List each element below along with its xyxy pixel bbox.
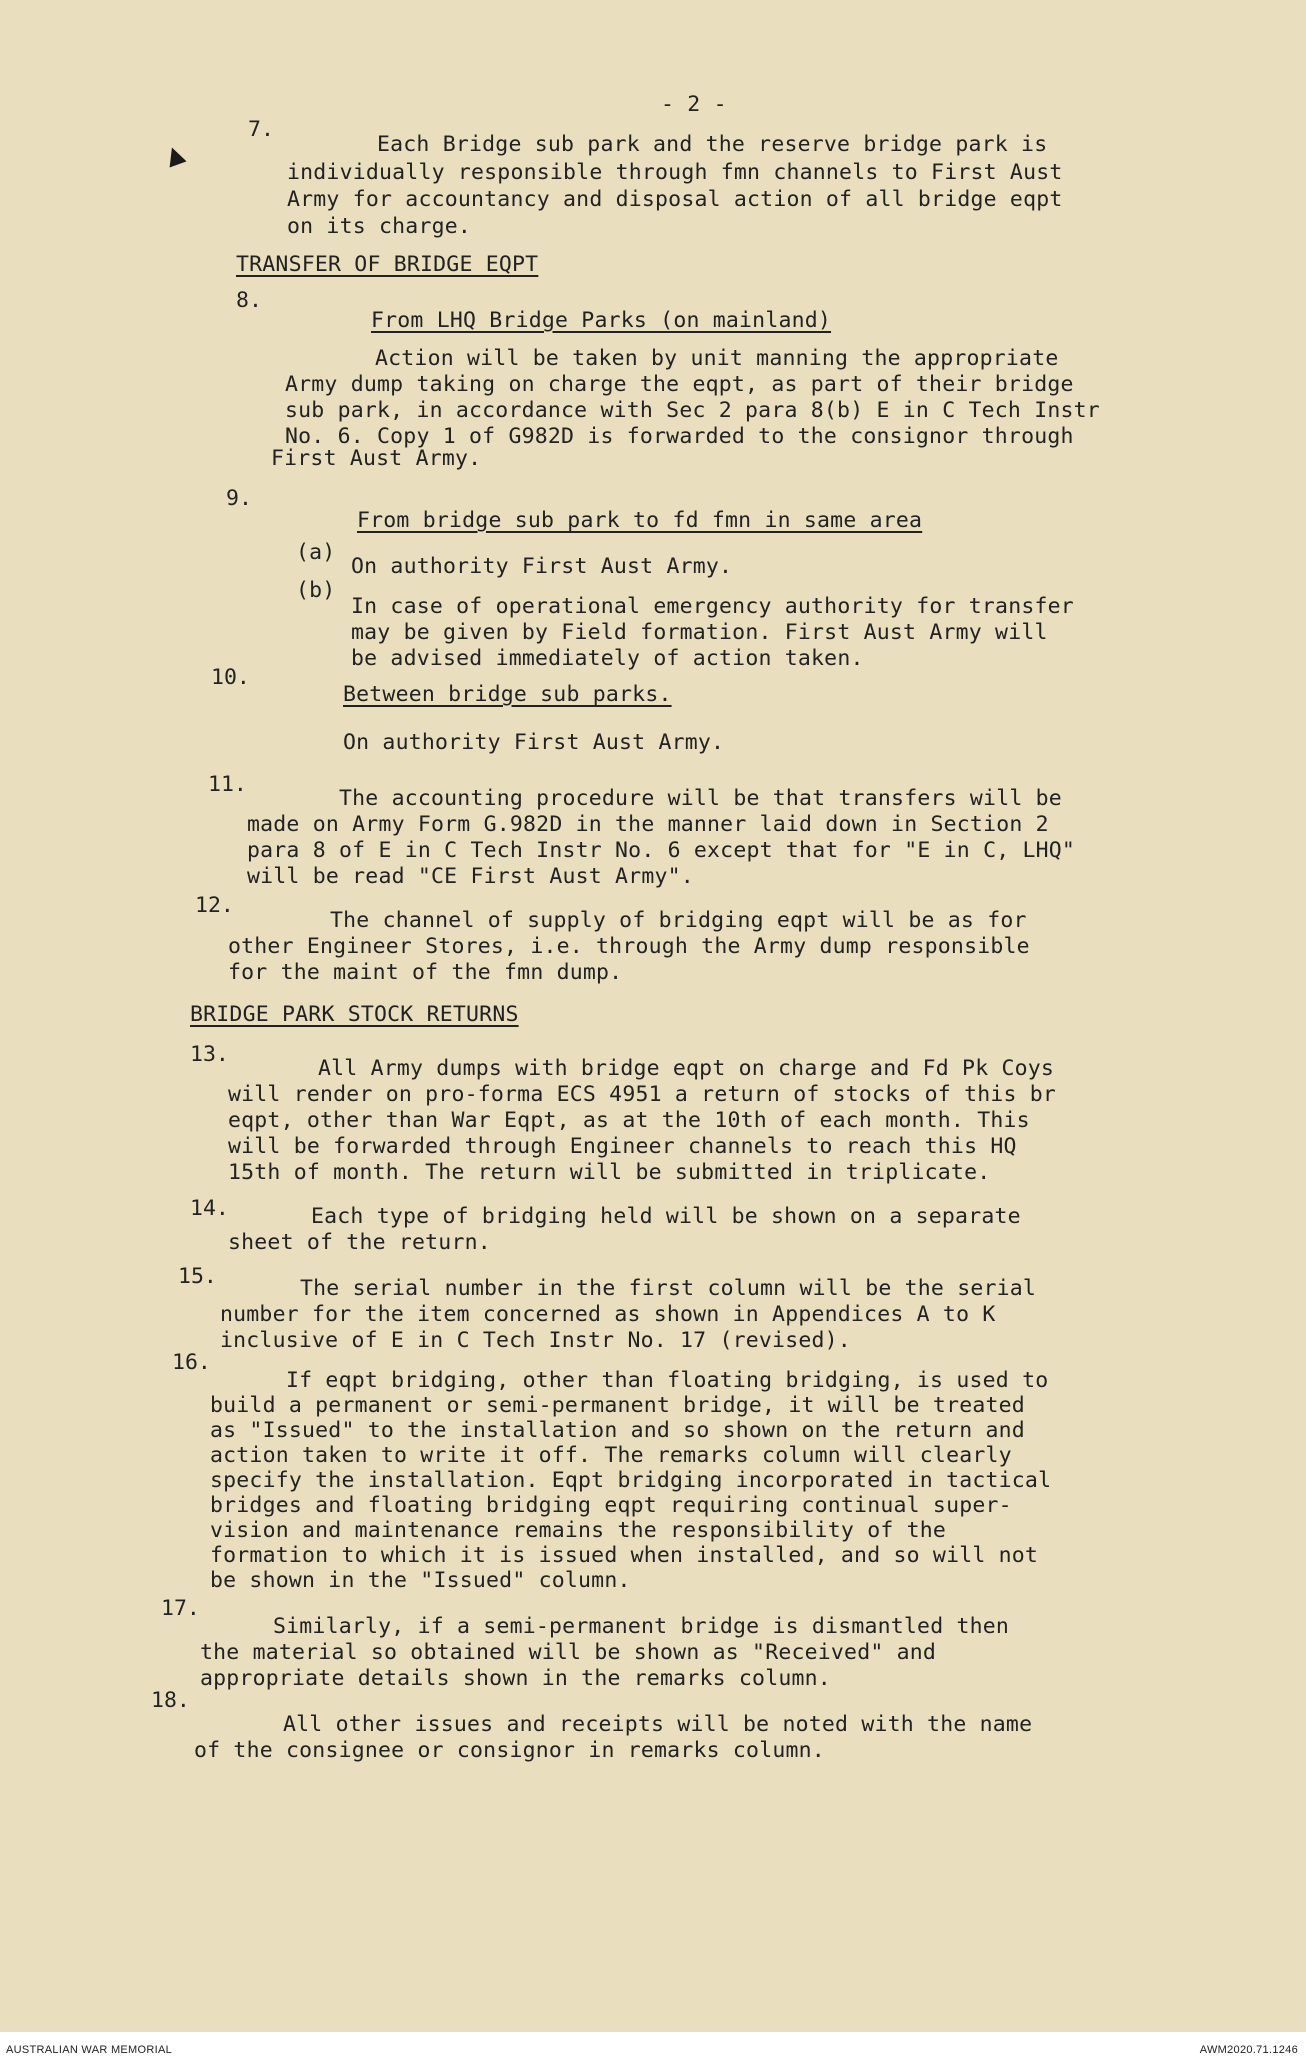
para-16-line-2: build a permanent or semi-permanent bridge, it will be treated xyxy=(210,1393,1025,1418)
para-8-subheading: From LHQ Bridge Parks (on mainland) xyxy=(371,308,832,333)
para-16-number: 16. xyxy=(172,1350,211,1375)
para-12-line-3: for the maint of the fmn dump. xyxy=(228,960,623,985)
para-7-line-3: Army for accountancy and disposal action of all bridge eqpt xyxy=(287,187,1063,212)
para-13-line-1: All Army dumps with bridge eqpt on charge and Fd Pk Coys xyxy=(318,1056,1055,1081)
para-7-line-2: individually responsible through fmn channels to First Aust xyxy=(287,160,1063,185)
para-9b-line-1: In case of operational emergency authority for transfer xyxy=(351,594,1074,619)
para-15-line-2: number for the item concerned as shown in Appendices A to K xyxy=(220,1302,996,1327)
footer-accession-number: AWM2020.71.1246 xyxy=(1199,2044,1298,2056)
para-7-line-4: on its charge. xyxy=(287,214,472,239)
para-15-number: 15. xyxy=(178,1264,217,1289)
para-11-number: 11. xyxy=(208,772,247,797)
para-8-number: 8. xyxy=(236,288,262,313)
para-7-number: 7. xyxy=(248,117,274,142)
para-14-line-1: Each type of bridging held will be shown on a separate xyxy=(311,1204,1021,1229)
para-9b-label: (b) xyxy=(296,578,336,603)
para-14-number: 14. xyxy=(190,1196,229,1221)
page-number: - 2 - xyxy=(661,92,727,117)
para-18-number: 18. xyxy=(151,1688,190,1713)
para-10-line-1: On authority First Aust Army. xyxy=(343,730,725,755)
para-12-line-2: other Engineer Stores, i.e. through the Army dump responsible xyxy=(228,934,1030,959)
para-11-line-4: will be read "CE First Aust Army". xyxy=(247,864,694,889)
para-13-line-3: eqpt, other than War Eqpt, as at the 10th of each month. This xyxy=(228,1108,1030,1133)
para-16-line-5: specify the installation. Eqpt bridging incorporated in tactical xyxy=(210,1468,1052,1493)
section-heading-transfer: TRANSFER OF BRIDGE EQPT xyxy=(236,252,539,277)
para-8-line-3: sub park, in accordance with Sec 2 para 8(b) E in C Tech Instr xyxy=(285,398,1100,423)
para-8-line-5: First Aust Army. xyxy=(271,446,482,471)
para-12-number: 12. xyxy=(195,893,234,918)
para-8-line-4: No. 6. Copy 1 of G982D is forwarded to the consignor through xyxy=(285,424,1074,449)
para-9b-line-3: be advised immediately of action taken. xyxy=(351,646,864,671)
para-9a-line-1: On authority First Aust Army. xyxy=(351,554,733,579)
para-17-number: 17. xyxy=(161,1596,200,1621)
para-10-number: 10. xyxy=(211,665,250,690)
para-13-number: 13. xyxy=(190,1042,229,1067)
para-9a-label: (a) xyxy=(296,540,336,565)
section-heading-returns: BRIDGE PARK STOCK RETURNS xyxy=(190,1002,519,1027)
footer-archive-name: AUSTRALIAN WAR MEMORIAL xyxy=(6,2044,173,2056)
para-13-line-2: will render on pro-forma ECS 4951 a return of stocks of this br xyxy=(228,1082,1057,1107)
para-12-line-1: The channel of supply of bridging eqpt will be as for xyxy=(330,908,1027,933)
para-16-line-9: be shown in the "Issued" column. xyxy=(210,1568,631,1593)
para-15-line-1: The serial number in the first column will be the serial xyxy=(300,1276,1037,1301)
para-13-line-4: will be forwarded through Engineer channels to reach this HQ xyxy=(228,1134,1017,1159)
para-9-subheading: From bridge sub park to fd fmn in same area xyxy=(357,508,923,533)
para-11-line-3: para 8 of E in C Tech Instr No. 6 except that for "E in C, LHQ" xyxy=(247,838,1076,863)
para-15-line-3: inclusive of E in C Tech Instr No. 17 (revised). xyxy=(220,1328,851,1353)
para-9-number: 9. xyxy=(226,486,252,511)
para-16-line-8: formation to which it is issued when installed, and so will not xyxy=(210,1543,1039,1568)
para-18-line-1: All other issues and receipts will be noted with the name xyxy=(283,1712,1033,1737)
para-16-line-6: bridges and floating bridging eqpt requiring continual super- xyxy=(210,1493,1012,1518)
para-14-line-2: sheet of the return. xyxy=(228,1230,491,1255)
para-8-line-2: Army dump taking on charge the eqpt, as part of their bridge xyxy=(285,372,1074,397)
para-10-subheading: Between bridge sub parks. xyxy=(343,682,672,707)
para-11-line-1: The accounting procedure will be that transfers will be xyxy=(339,786,1062,811)
para-17-line-1: Similarly, if a semi-permanent bridge is dismantled then xyxy=(273,1614,1010,1639)
para-18-line-2: of the consignee or consignor in remarks column. xyxy=(194,1738,825,1763)
para-16-line-4: action taken to write it off. The remarks column will clearly xyxy=(210,1443,1012,1468)
para-16-line-3: as "Issued" to the installation and so shown on the return and xyxy=(210,1418,1025,1443)
para-13-line-5: 15th of month. The return will be submitted in triplicate. xyxy=(228,1160,991,1185)
para-16-line-7: vision and maintenance remains the responsibility of the xyxy=(210,1518,947,1543)
para-11-line-2: made on Army Form G.982D in the manner laid down in Section 2 xyxy=(247,812,1049,837)
para-16-line-1: If eqpt bridging, other than floating bridging, is used to xyxy=(286,1368,1049,1393)
para-8-line-1: Action will be taken by unit manning the appropriate xyxy=(375,346,1059,371)
ink-mark-icon xyxy=(163,144,186,167)
para-17-line-2: the material so obtained will be shown as "Received" and xyxy=(200,1640,937,1665)
para-7-line-1: Each Bridge sub park and the reserve bridge park is xyxy=(377,132,1048,157)
para-9b-line-2: may be given by Field formation. First Aust Army will xyxy=(351,620,1048,645)
para-17-line-3: appropriate details shown in the remarks column. xyxy=(200,1666,831,1691)
